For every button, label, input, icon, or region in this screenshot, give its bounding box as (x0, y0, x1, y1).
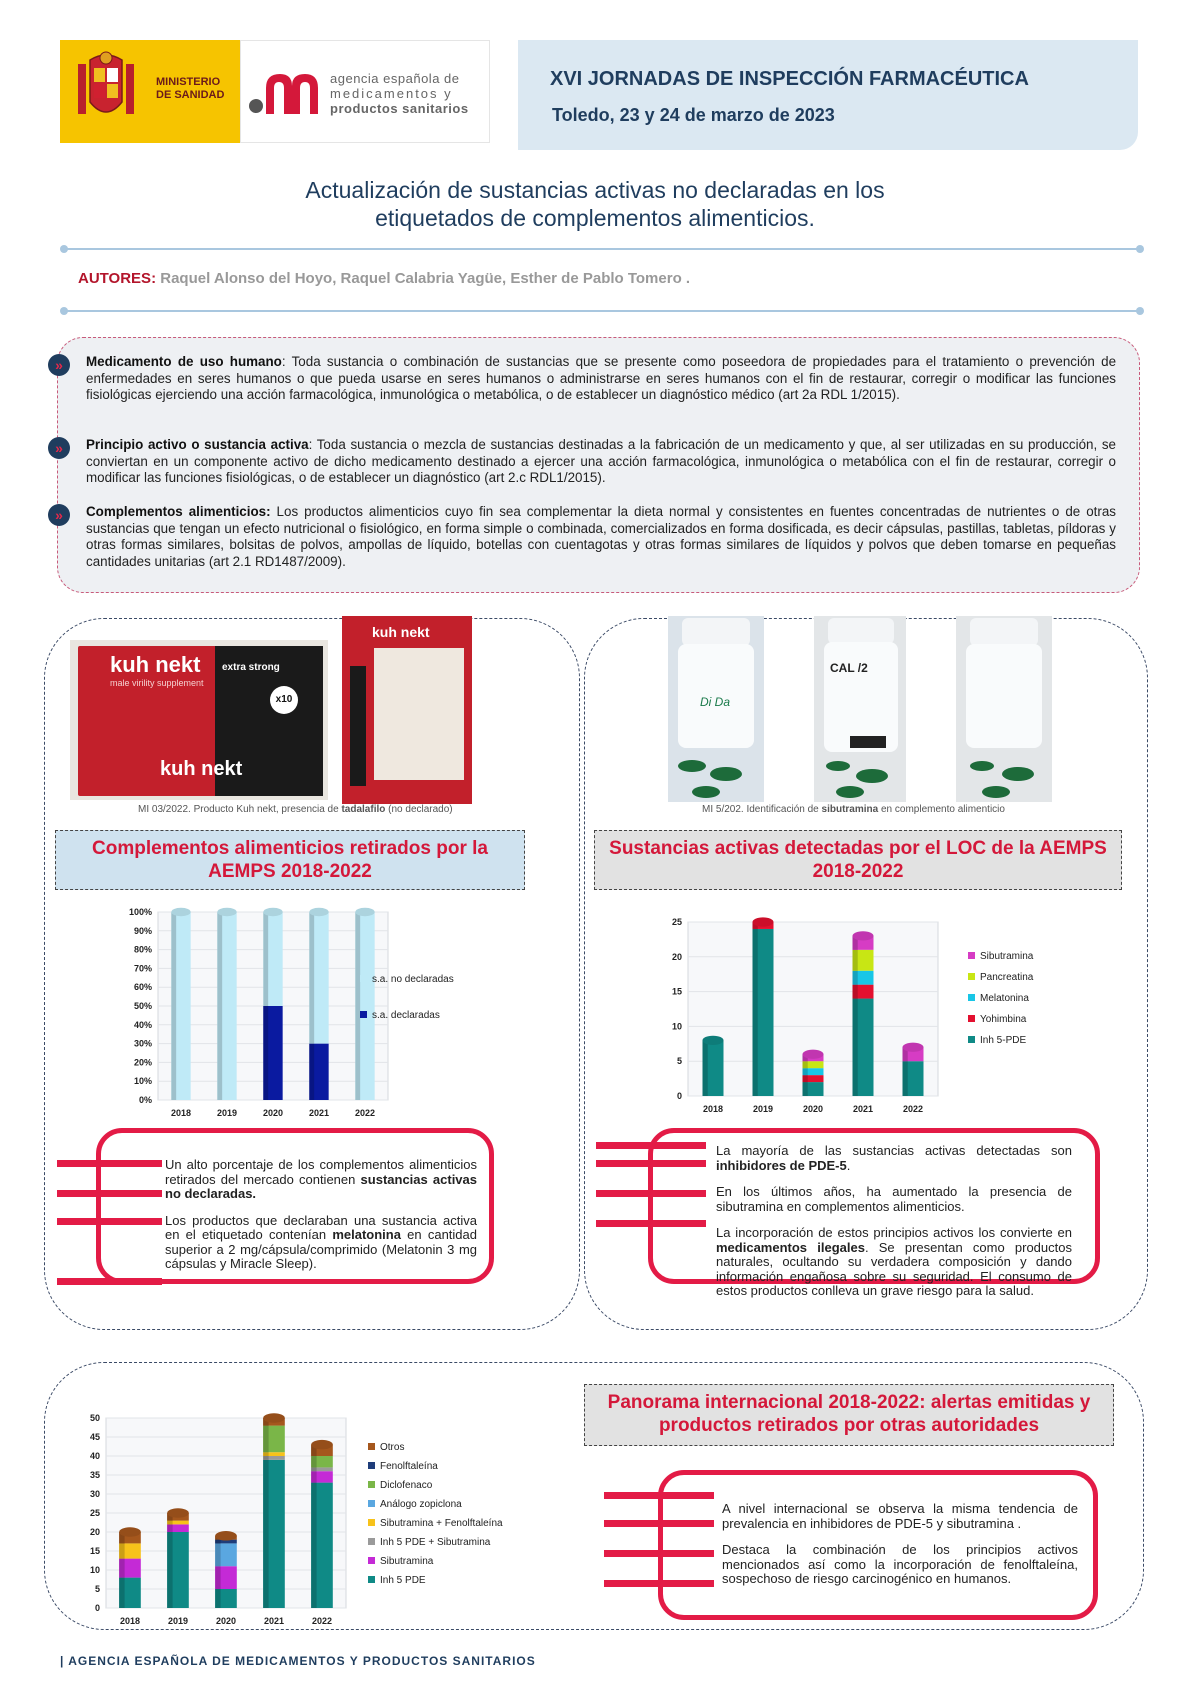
x-tick-label: 2019 (752, 1104, 774, 1114)
y-tick-label: 10% (133, 1076, 152, 1087)
y-tick-label: 20% (133, 1057, 152, 1068)
x-tick-label: 2020 (262, 1108, 284, 1118)
y-tick-label: 35 (89, 1470, 100, 1480)
aemps-logo-icon (248, 68, 328, 118)
x-tick-label: 2021 (308, 1108, 330, 1118)
y-tick-label: 45 (89, 1432, 100, 1442)
bar-segment-shade (215, 1543, 220, 1566)
legend-label: Sibutramina (980, 951, 1034, 962)
photo-caption-right: MI 5/202. Identificación de sibutramina en complemento alimenticio (702, 804, 1005, 815)
y-tick-label: 15 (671, 986, 682, 997)
bottom-subtitle: Panorama internacional 2018-2022: alertas emitidas y productos retirados por otras autoridades (584, 1384, 1114, 1446)
note-bar (57, 1218, 162, 1225)
note-bar (596, 1142, 706, 1149)
note-bar (604, 1520, 714, 1527)
y-tick-label: 5 (94, 1584, 100, 1594)
legend-label: Sibutramina + Fenolftaleína (380, 1518, 503, 1529)
left-subtitle: Complementos alimenticios retirados por la AEMPS 2018-2022 (55, 830, 525, 890)
bar-segment-shade (309, 912, 314, 1044)
capsule-badge: x10 (270, 686, 298, 714)
bar-cap (119, 1527, 141, 1537)
conference-date: Toledo, 23 y 24 de marzo de 2023 (552, 105, 835, 125)
conference-box (518, 40, 1138, 150)
x-tick-label: 2022 (354, 1108, 376, 1118)
x-tick-label: 2019 (216, 1108, 238, 1118)
legend-label: Yohimbina (980, 1014, 1027, 1025)
y-tick-label: 30% (133, 1038, 152, 1049)
product-strength: extra strong (222, 662, 280, 673)
bottle-label: CAL /2 (830, 661, 868, 675)
legend-label: Sibutramina (380, 1556, 434, 1567)
y-tick-label: 10 (671, 1021, 682, 1032)
definition-principio-activo: Principio activo o sustancia activa: Toda sustancia o mezcla de sustancias destinadas a la fabricación de un medicamento y que, al ser utilizadas en su producción, se conviertan en un componente activo de dicho medicamento destinado a ejercer una acción farmacológica, inmunológica o metabólica con el fin de restaurar, corregir o modificar las funciones fisiológicas, o de establecer un diagnóstico (art 2.c RDL1/2015). (86, 437, 1116, 485)
bar-segment-shade (703, 1040, 708, 1096)
bar-segment-shade (803, 1082, 808, 1096)
bottle-label: Di Da (700, 695, 731, 709)
y-tick-label: 5 (676, 1056, 682, 1067)
bar-segment-shade (263, 1452, 268, 1456)
product-name: kuh nekt (110, 652, 201, 677)
legend-swatch (368, 1519, 375, 1526)
y-tick-label: 80% (133, 944, 152, 955)
x-tick-label: 2021 (263, 1616, 285, 1626)
bar-segment-shade (753, 929, 758, 1096)
legend-swatch (368, 1500, 375, 1507)
legend-label: Melatonina (980, 993, 1029, 1004)
y-tick-label: 50% (133, 1001, 152, 1011)
legend-swatch (368, 1481, 375, 1488)
bar-segment-shade (171, 912, 176, 1100)
chevron-right-icon: » (48, 354, 70, 376)
legend-swatch (968, 973, 975, 980)
poster-title: Actualización de sustancias activas no declaradas en los etiquetados de complementos alimenticios. (305, 177, 885, 231)
product-photo-back (342, 616, 472, 804)
legend-swatch (968, 994, 975, 1001)
bar-cap (903, 1043, 924, 1052)
bar-segment-shade (803, 1061, 808, 1068)
x-tick-label: 2018 (119, 1616, 141, 1626)
bar-cap (167, 1508, 189, 1518)
note-bar (57, 1190, 162, 1197)
ministry-name: MINISTERIO DE SANIDAD (156, 76, 225, 101)
x-tick-label: 2018 (170, 1108, 192, 1118)
legend-swatch (968, 1036, 975, 1043)
x-tick-label: 2019 (167, 1616, 189, 1626)
footer: | AGENCIA ESPAÑOLA DE MEDICAMENTOS Y PRODUCTOS SANITARIOS (60, 1654, 536, 1668)
bar-segment-shade (853, 971, 858, 985)
bar-cap (217, 908, 236, 917)
conference-title: XVI JORNADAS DE INSPECCIÓN FARMACÉUTICA (550, 68, 1029, 90)
legend-label: Otros (380, 1442, 405, 1453)
bar-segment-shade (215, 1540, 220, 1544)
bottle-photo-1 (668, 616, 764, 802)
note-bar (57, 1160, 162, 1167)
bar-segment-shade (119, 1559, 124, 1578)
bar-cap (263, 1413, 285, 1423)
bottle-photo-3 (956, 616, 1052, 802)
right-subtitle: Sustancias activas detectadas por el LOC de la AEMPS 2018-2022 (594, 830, 1122, 890)
chevron-right-icon: » (48, 437, 70, 459)
bar-segment-shade (309, 1044, 314, 1100)
y-tick-label: 25 (671, 917, 682, 927)
authors: AUTORES: Raquel Alonso del Hoyo, Raquel Calabria Yagüe, Esther de Pablo Tomero . (78, 270, 691, 287)
note-bar (596, 1190, 706, 1197)
y-tick-label: 50 (89, 1413, 100, 1423)
product-sub: male virility supplement (110, 678, 204, 688)
bar-cap (803, 1050, 824, 1059)
y-tick-label: 20 (89, 1527, 100, 1537)
legend-swatch (368, 1538, 375, 1545)
divider-dot (1136, 307, 1144, 315)
note-bar (596, 1160, 706, 1167)
photo-caption-left: MI 03/2022. Producto Kuh nekt, presencia de tadalafilo (no declarado) (138, 804, 453, 815)
divider-top (64, 248, 1140, 250)
bar-segment-shade (119, 1578, 124, 1608)
divider-dot (60, 245, 68, 253)
x-tick-label: 2020 (802, 1104, 824, 1114)
x-tick-label: 2018 (702, 1104, 724, 1114)
bar-cap (703, 1036, 724, 1045)
divider-dot (1136, 245, 1144, 253)
y-tick-label: 70% (133, 963, 152, 974)
chart-international-alerts (86, 1400, 526, 1626)
note-bar (604, 1492, 714, 1499)
y-tick-label: 30 (89, 1489, 100, 1499)
bottle-photo-2 (814, 616, 906, 802)
bar-cap (853, 931, 874, 940)
note-bar (596, 1220, 706, 1227)
legend-swatch (368, 1557, 375, 1564)
legend-label: Análogo zopiclona (380, 1499, 462, 1510)
y-tick-label: 25 (89, 1508, 100, 1518)
y-tick-label: 100% (128, 907, 152, 917)
y-tick-label: 20 (671, 951, 682, 962)
agency-name: agencia española de medicamentos y productos sanitarios (330, 71, 469, 116)
bar-segment-shade (167, 1521, 172, 1525)
bar-segment-shade (263, 912, 268, 1006)
note-bar (57, 1278, 162, 1285)
bottom-note-text: A nivel internacional se observa la misma tendencia de prevalencia en inhibidores de PDE-5 y sibutramina . Destaca la combinación de los principios activos mencionados así como la incorporación de fenolftaleína, sospechoso de riesgo carcinogénico en humanos. (722, 1501, 1078, 1586)
bar-segment-shade (903, 1061, 908, 1096)
product-name: kuh nekt (160, 758, 243, 780)
bar-segment-shade (215, 1589, 220, 1608)
bar-segment-shade (263, 1456, 268, 1460)
x-tick-label: 2022 (902, 1104, 924, 1114)
bar-cap (753, 917, 774, 926)
legend-swatch (360, 975, 367, 982)
chart-detected-substances (660, 910, 1100, 1125)
legend-label: Inh 5 PDE + Sibutramina (380, 1537, 491, 1548)
bar-cap (171, 908, 190, 917)
bar-segment-shade (263, 1460, 268, 1608)
product-name: kuh nekt (372, 624, 430, 640)
bar-cap (215, 1531, 237, 1541)
legend-label: Fenolftaleína (380, 1461, 438, 1472)
legend-label: Diclofenaco (380, 1480, 433, 1491)
bar-segment-shade (311, 1483, 316, 1608)
legend-swatch (968, 1015, 975, 1022)
legend-swatch (368, 1443, 375, 1450)
right-note-text: La mayoría de las sustancias activas detectadas son inhibidores de PDE-5. En los últimos años, ha aumentado la presencia de sibutramina en complementos alimenticios. La incorporación de estos principios activos los convierte en medicamentos ilegales. Se presentan como productos naturales, ocultando su verdadera composición y dando información engañosa sobre su seguridad. El consumo de estos productos conlleva un grave riesgo para la salud. (716, 1143, 1072, 1298)
legend-swatch (968, 952, 975, 959)
bar-segment-shade (217, 912, 222, 1100)
legend-swatch (368, 1462, 375, 1469)
divider-dot (60, 307, 68, 315)
bar-segment-shade (853, 985, 858, 999)
coat-of-arms-icon (72, 50, 140, 132)
y-tick-label: 0 (676, 1091, 682, 1101)
bar-segment-shade (311, 1456, 316, 1467)
legend-label: Pancreatina (980, 972, 1034, 983)
y-tick-label: 15 (89, 1546, 100, 1556)
left-note-text: Un alto porcentaje de los complementos alimenticios retirados del mercado contienen sustancias activas no declaradas. Los productos que declaraban una sustancia activa en el etiquetado contenían melatonina en cantidad superior a 2 mg/cápsula/comprimido (Melatonin 3 mg cápsulas y Miracle Sleep). (165, 1157, 478, 1271)
bar-segment-shade (263, 1006, 268, 1100)
bar-segment-shade (263, 1426, 268, 1453)
definition-complementos: Complementos alimenticios: Los productos alimenticios cuyo fin sea complementar la dieta normal y consistentes en fuentes concentradas de nutrientes o de otras sustancias que tengan un efecto nutricional o fisiológico, en forma simple o combinada, comercializados en forma dosificada, es decir cápsulas, pastillas, tabletas, píldoras y otras formas similares, bolsitas de polvos, ampollas de líquido, botellas con cuentagotas y otras formas similares de líquidos y polvos que deben tomarse en pequeñas cantidades unitarias (art 2.1 RD1487/2009). (86, 504, 1116, 569)
y-tick-label: 90% (133, 925, 152, 936)
chart-removed-supplements (110, 902, 530, 1122)
legend-swatch (368, 1576, 375, 1583)
product-photo-box (70, 640, 328, 800)
y-tick-label: 40 (89, 1451, 100, 1461)
chevron-right-icon: » (48, 504, 70, 526)
bar-segment-shade (167, 1532, 172, 1608)
bar-segment-shade (803, 1075, 808, 1082)
bar-segment-shade (311, 1471, 316, 1482)
bar-segment-shade (803, 1068, 808, 1075)
bar-segment-shade (119, 1543, 124, 1558)
divider-bottom (64, 310, 1140, 312)
bar-segment-shade (853, 950, 858, 971)
bar-segment-shade (167, 1524, 172, 1532)
y-tick-label: 0 (94, 1603, 100, 1613)
bar-cap (355, 908, 374, 917)
bar-cap (263, 908, 282, 917)
y-tick-label: 0% (138, 1095, 152, 1105)
legend-swatch (360, 1011, 367, 1018)
x-tick-label: 2020 (215, 1616, 237, 1626)
bar-segment-shade (215, 1566, 220, 1589)
y-tick-label: 10 (89, 1565, 100, 1575)
bar-segment-shade (853, 999, 858, 1096)
bar-cap (311, 1440, 333, 1450)
bar-segment-shade (355, 912, 360, 1100)
legend-label: s.a. no declaradas (372, 974, 454, 985)
x-tick-label: 2021 (852, 1104, 874, 1114)
legend-label: s.a. declaradas (372, 1010, 440, 1021)
bar-segment-shade (311, 1467, 316, 1471)
bar-cap (309, 908, 328, 917)
note-bar (604, 1580, 714, 1587)
x-tick-label: 2022 (311, 1616, 333, 1626)
legend-label: Inh 5-PDE (980, 1035, 1027, 1046)
y-tick-label: 40% (133, 1019, 152, 1030)
note-bar (604, 1550, 714, 1557)
y-tick-label: 60% (133, 982, 152, 993)
legend-label: Inh 5 PDE (380, 1575, 426, 1586)
definition-medicamento: Medicamento de uso humano: Toda sustancia o combinación de sustancias que se presente como poseedora de propiedades para el tratamiento o prevención de enfermedades en seres humanos o que pueda usarse en seres humanos o administrarse en seres humanos con el fin de restaurar, corregir o modificar las funciones fisiológicas ejerciendo una acción farmacológica, inmunológica o metabólica, o de establecer un diagnóstico médico (art 2a RDL 1/2015). (86, 354, 1117, 402)
